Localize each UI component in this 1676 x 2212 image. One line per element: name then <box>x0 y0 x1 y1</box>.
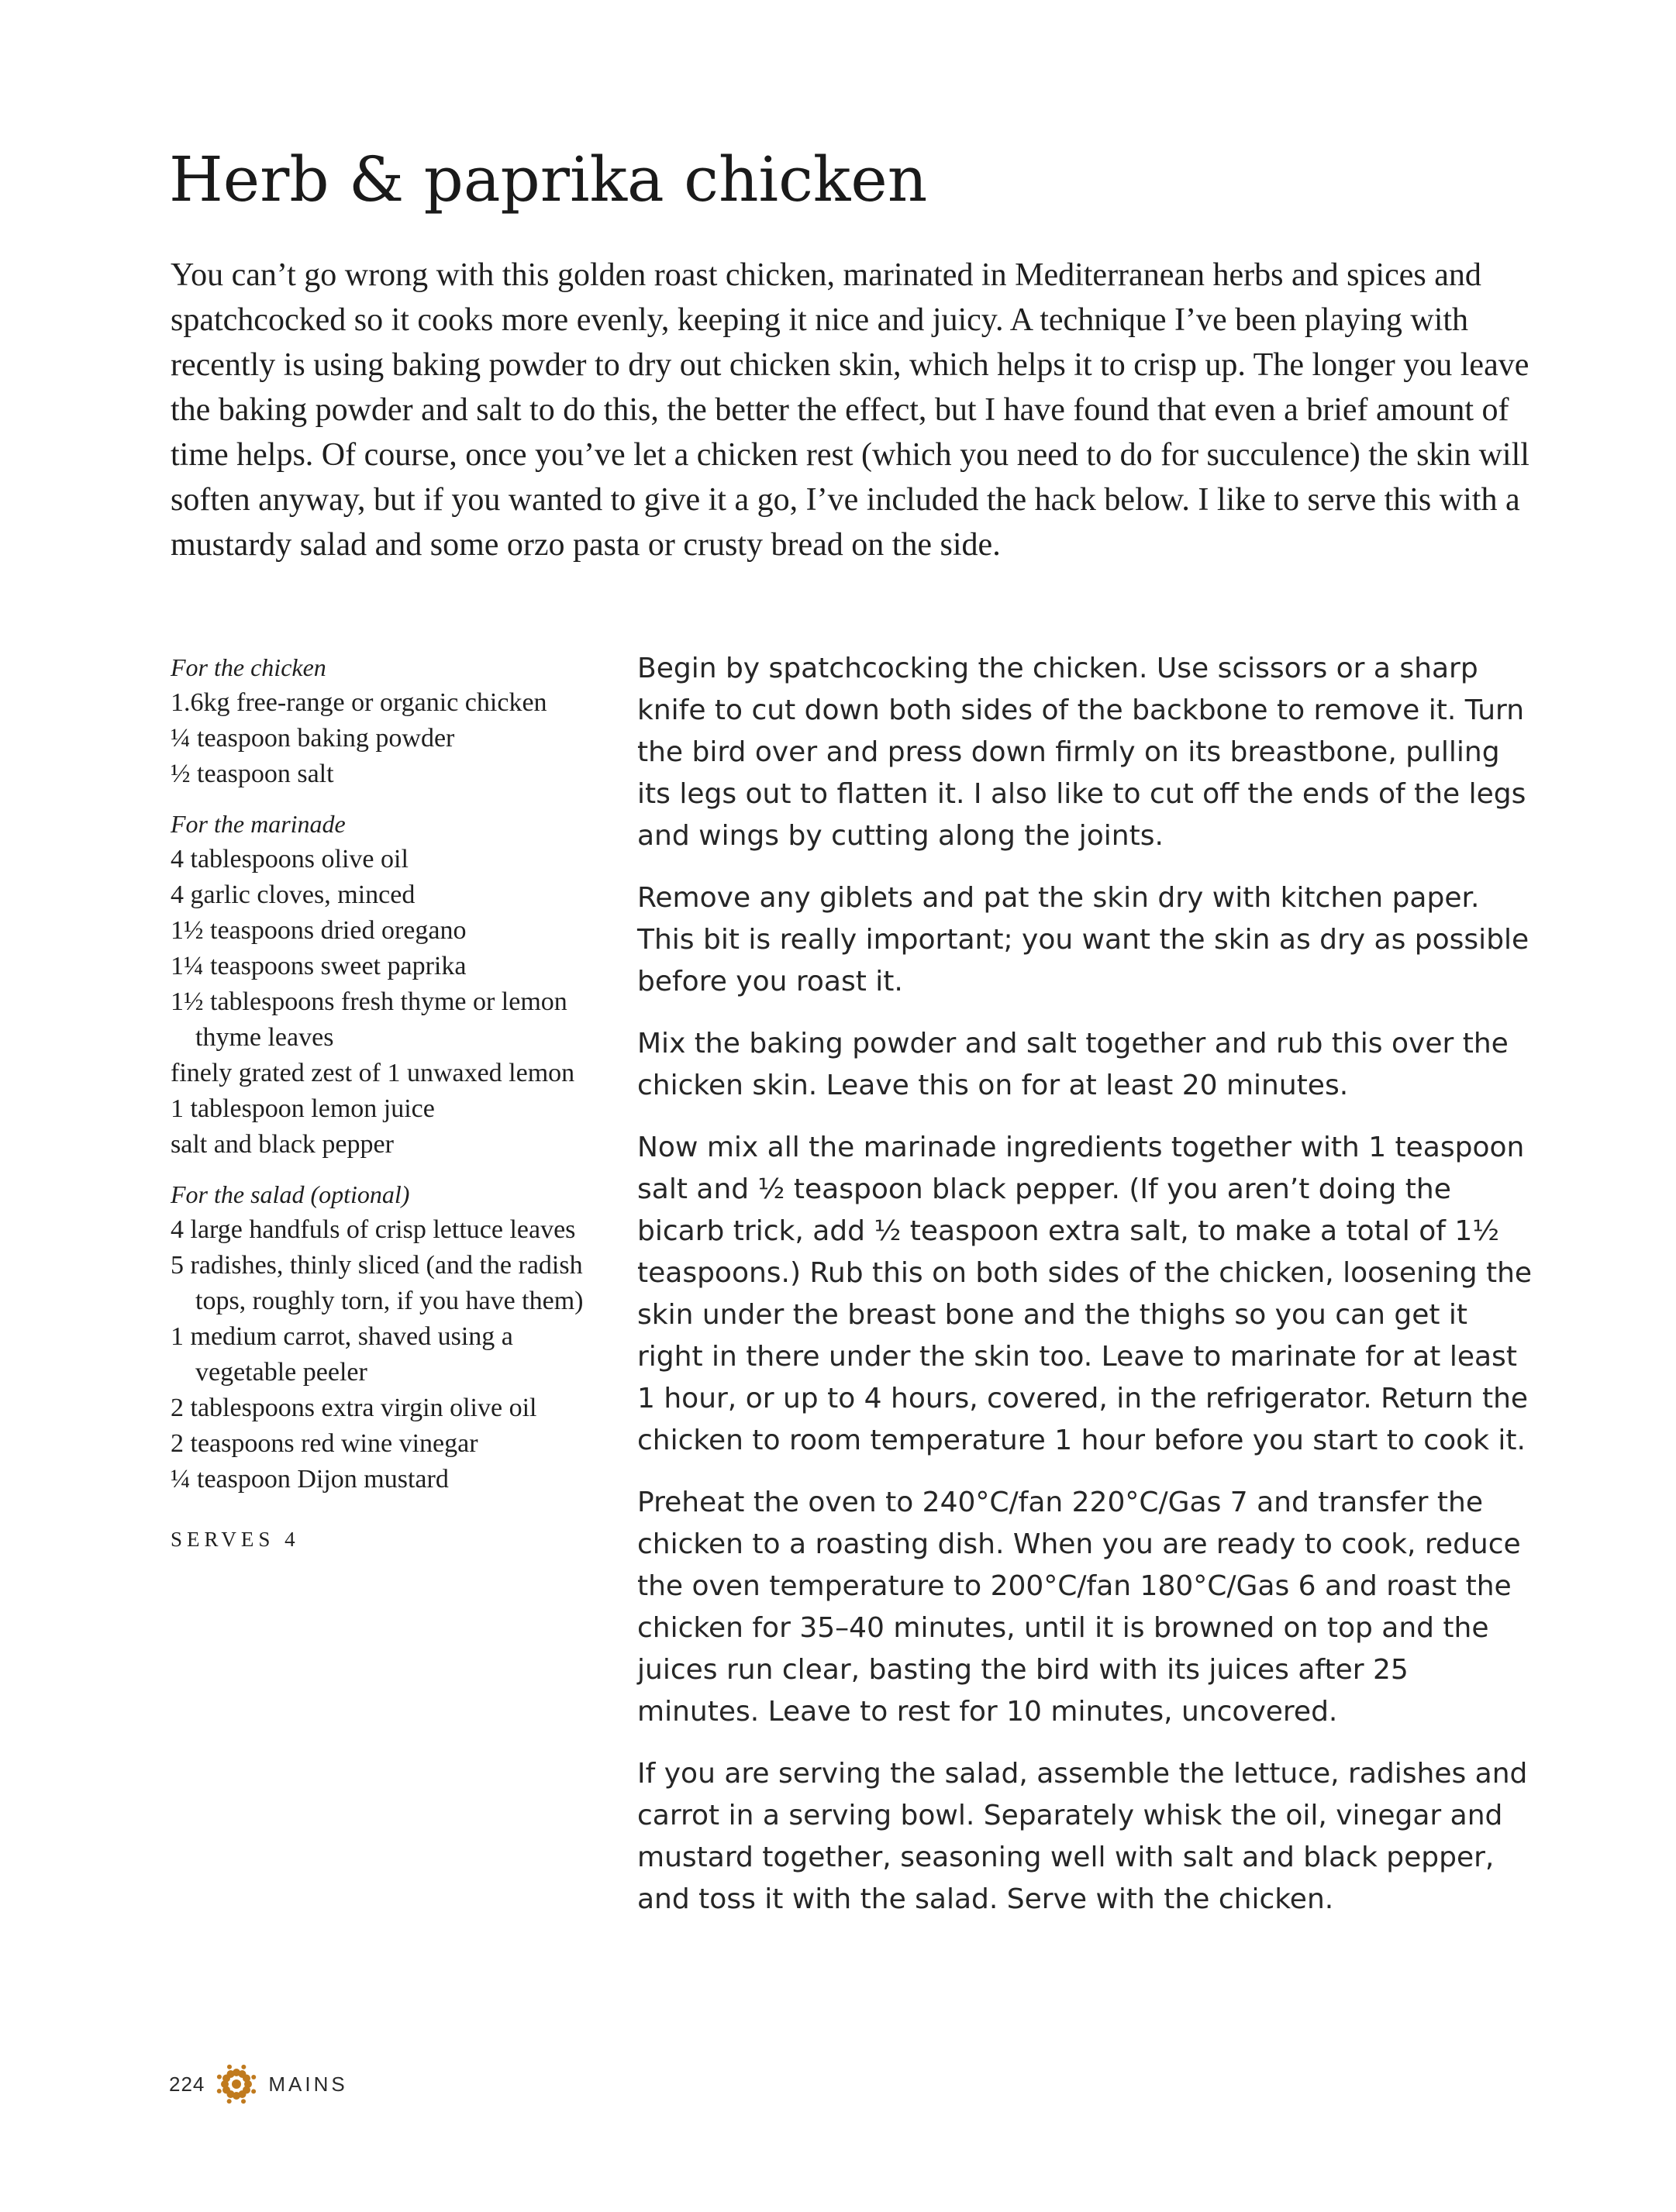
ingredients-heading: For the marinade <box>171 810 346 838</box>
ingredient-list <box>171 1212 605 1497</box>
ingredient-list <box>171 685 605 792</box>
ingredients-marinade <box>171 806 605 1163</box>
page-number: 224 <box>169 2072 205 2096</box>
ingredients-column <box>171 649 605 1555</box>
serves-label: SERVES 4 <box>171 1528 300 1551</box>
ingredient-item: 1.6kg free-range or organic chicken <box>171 688 547 717</box>
ingredient-item: ¼ teaspoon baking powder <box>171 724 455 753</box>
ingredients-heading: For the chicken <box>171 653 326 681</box>
page-footer <box>169 2062 348 2107</box>
ingredient-item: 4 garlic cloves, minced <box>171 880 416 909</box>
ingredient-item: finely grated zest of 1 unwaxed lemon <box>171 1059 575 1087</box>
method-step: Mix the baking powder and salt together and rub this over the chicken skin. Leave this on for at least 20 minutes. <box>637 1028 1509 1101</box>
ingredient-item: 1 medium carrot, shaved using a vegetable peeler <box>171 1322 513 1387</box>
ingredient-item: 2 tablespoons extra virgin olive oil <box>171 1394 537 1422</box>
ingredients-chicken <box>171 649 605 792</box>
rosette-icon <box>214 2062 259 2107</box>
method-column <box>637 648 1536 1941</box>
ingredient-item: 5 radishes, thinly sliced (and the radish tops, roughly torn, if you have them) <box>171 1251 584 1315</box>
method-step: Begin by spatchcocking the chicken. Use scissors or a sharp knife to cut down both sides of the backbone to remove it. Turn the bird over and press down firmly on its breastbone, pulling its legs out to flatten it. I also like to cut off the ends of the legs and wings by cutting along the joints. <box>637 653 1526 852</box>
method-step: If you are serving the salad, assemble the lettuce, radishes and carrot in a serving bowl. Separately whisk the oil, vinegar and mustard together, seasoning well with salt and black pepper, and toss it with the salad. Serve with the chicken. <box>637 1758 1528 1915</box>
ingredient-item: ¼ teaspoon Dijon mustard <box>171 1465 449 1494</box>
ingredient-item: salt and black pepper <box>171 1130 394 1159</box>
ingredients-heading: For the salad (optional) <box>171 1180 410 1208</box>
page-title: Herb & paprika chicken <box>169 143 928 215</box>
ingredient-item: 1 tablespoon lemon juice <box>171 1094 435 1123</box>
ingredient-item: 1½ teaspoons dried oregano <box>171 916 467 945</box>
recipe-intro: You can’t go wrong with this golden roast chicken, marinated in Mediterranean herbs and spices and spatchcocked so it cooks more evenly, keeping it nice and juicy. A technique I’ve been playing with recently is using baking powder to dry out chicken skin, which helps it to crisp up. The longer you leave the baking powder and salt to do this, the better the effect, but I have found that even a brief amount of time helps. Of course, once you’ve let a chicken rest (which you need to do for succulence) the skin will soften anyway, but if you wanted to give it a go, I’ve included the hack below. I like to serve this with a mustardy salad and some orzo pasta or crusty bread on the side. <box>171 257 1529 563</box>
ingredient-item: 2 teaspoons red wine vinegar <box>171 1429 478 1458</box>
section-name: MAINS <box>268 2072 348 2096</box>
method-step: Preheat the oven to 240°C/fan 220°C/Gas 7 and transfer the chicken to a roasting dish. When you are ready to cook, reduce the oven temperature to 200°C/fan 180°C/Gas 6 and roast the chicken for 35–40 minutes, until it is browned on top and the juices run clear, basting the bird with its juices after 25 minutes. Leave to rest for 10 minutes, uncovered. <box>637 1487 1521 1728</box>
ingredient-item: 4 large handfuls of crisp lettuce leaves <box>171 1215 576 1244</box>
ingredient-item: 4 tablespoons olive oil <box>171 845 409 873</box>
ingredient-item: ½ teaspoon salt <box>171 760 334 788</box>
ingredients-salad <box>171 1177 605 1497</box>
ingredient-list <box>171 842 605 1163</box>
ingredient-item: 1½ tablespoons fresh thyme or lemon thyme leaves <box>171 987 567 1052</box>
ingredient-item: 1¼ teaspoons sweet paprika <box>171 952 467 980</box>
method-step: Now mix all the marinade ingredients together with 1 teaspoon salt and ½ teaspoon black pepper. (If you aren’t doing the bicarb trick, add ½ teaspoon extra salt, to make a total of 1½ teaspoons.) Rub this on both sides of the chicken, loosening the skin under the breast bone and the thighs so you can get it right in there under the skin too. Leave to marinate for at least 1 hour, or up to 4 hours, covered, in the refrigerator. Return the chicken to room temperature 1 hour before you start to cook it. <box>637 1132 1533 1456</box>
method-step: Remove any giblets and pat the skin dry with kitchen paper. This bit is really important; you want the skin as dry as possible before you roast it. <box>637 882 1529 997</box>
